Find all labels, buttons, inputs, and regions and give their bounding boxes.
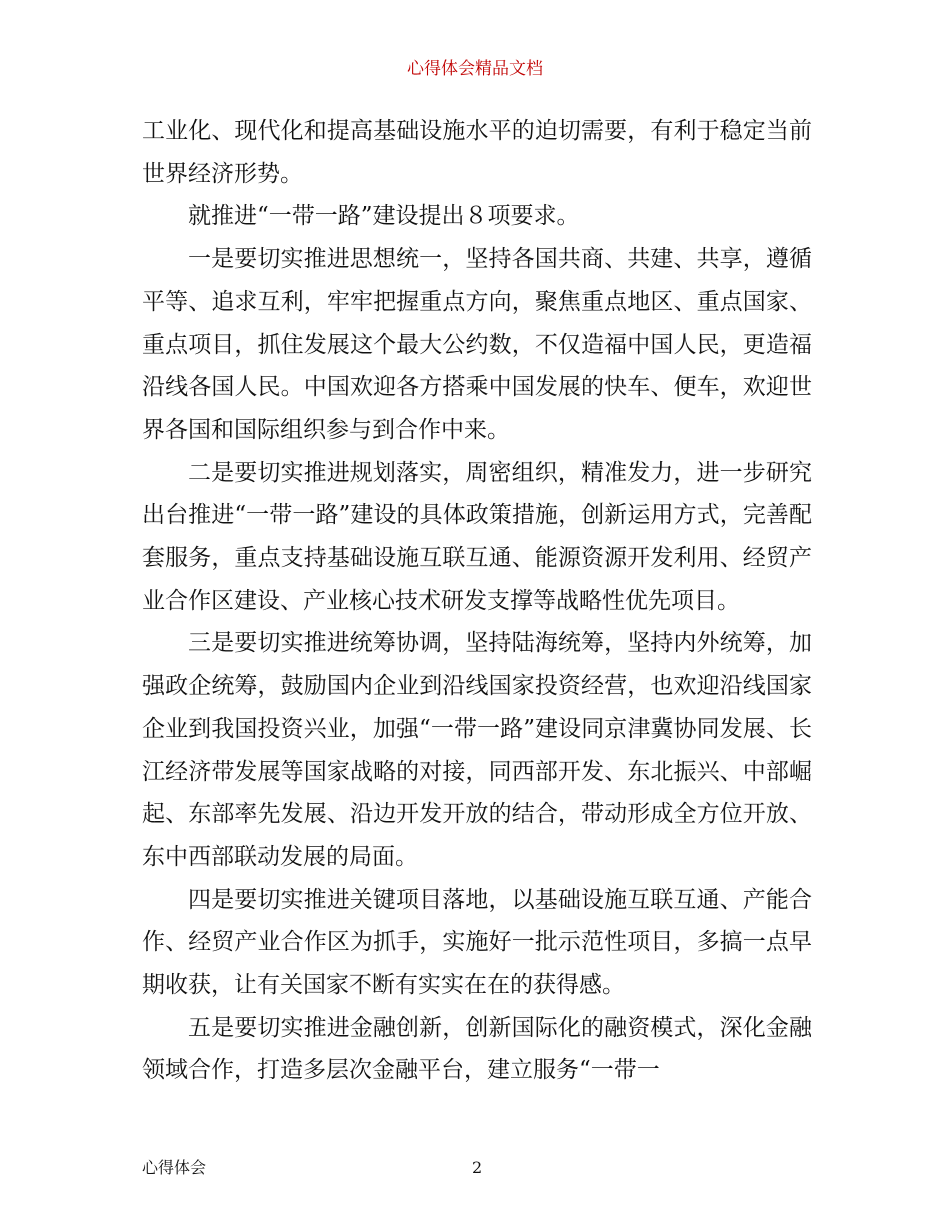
page-header: 心得体会精品文档: [407, 59, 543, 79]
footer-label: 心得体会: [142, 1158, 207, 1177]
paragraph-intro-requirements: 就推进“一带一路”建设提出８项要求。: [188, 203, 580, 230]
paragraph-requirement-3: 三是要切实推进统筹协调，坚持陆海统筹，坚持内外统筹，加强政企统筹，鼓励国内企业到沿线国家投资经营，也欢迎沿线国家企业到我国投资兴业，加强“一带一路”建设同京津冀协同发展、长江经济带发展等国家战略的对接，同西部开发、东北振兴、中部崛起、东部率先发展、沿边开发开放的结合，带动形成全方位开放、东中西部联动发展的局面。: [142, 630, 812, 870]
paragraph-requirement-4: 四是要切实推进关键项目落地，以基础设施互联互通、产能合作、经贸产业合作区为抓手，实施好一批示范性项目，多搞一点早期收获，让有关国家不断有实实在在的获得感。: [142, 886, 812, 999]
paragraph-requirement-1: 一是要切实推进思想统一，坚持各国共商、共建、共享，遵循平等、追求互利，牢牢把握重点方向，聚焦重点地区、重点国家、重点项目，抓住发展这个最大公约数，不仅造福中国人民，更造福沿线各国人民。中国欢迎各方搭乘中国发展的快车、便车，欢迎世界各国和国际组织参与到合作中来。: [142, 246, 812, 443]
paragraph-continuation: 工业化、现代化和提高基础设施水平的迫切需要，有利于稳定当前世界经济形势。: [142, 118, 812, 187]
page-number: 2: [472, 1158, 483, 1177]
page-footer: [142, 1157, 812, 1179]
paragraph-requirement-5: 五是要切实推进金融创新，创新国际化的融资模式，深化金融领域合作，打造多层次金融平台，建立服务“一带一: [142, 1014, 812, 1084]
document-body: [142, 110, 812, 1092]
paragraph-requirement-2: 二是要切实推进规划落实，周密组织，精准发力，进一步研究出台推进“一带一路”建设的具体政策措施，创新运用方式，完善配套服务，重点支持基础设施互联互通、能源资源开发利用、经贸产业合作区建设、产业核心技术研发支撑等战略性优先项目。: [142, 459, 812, 614]
